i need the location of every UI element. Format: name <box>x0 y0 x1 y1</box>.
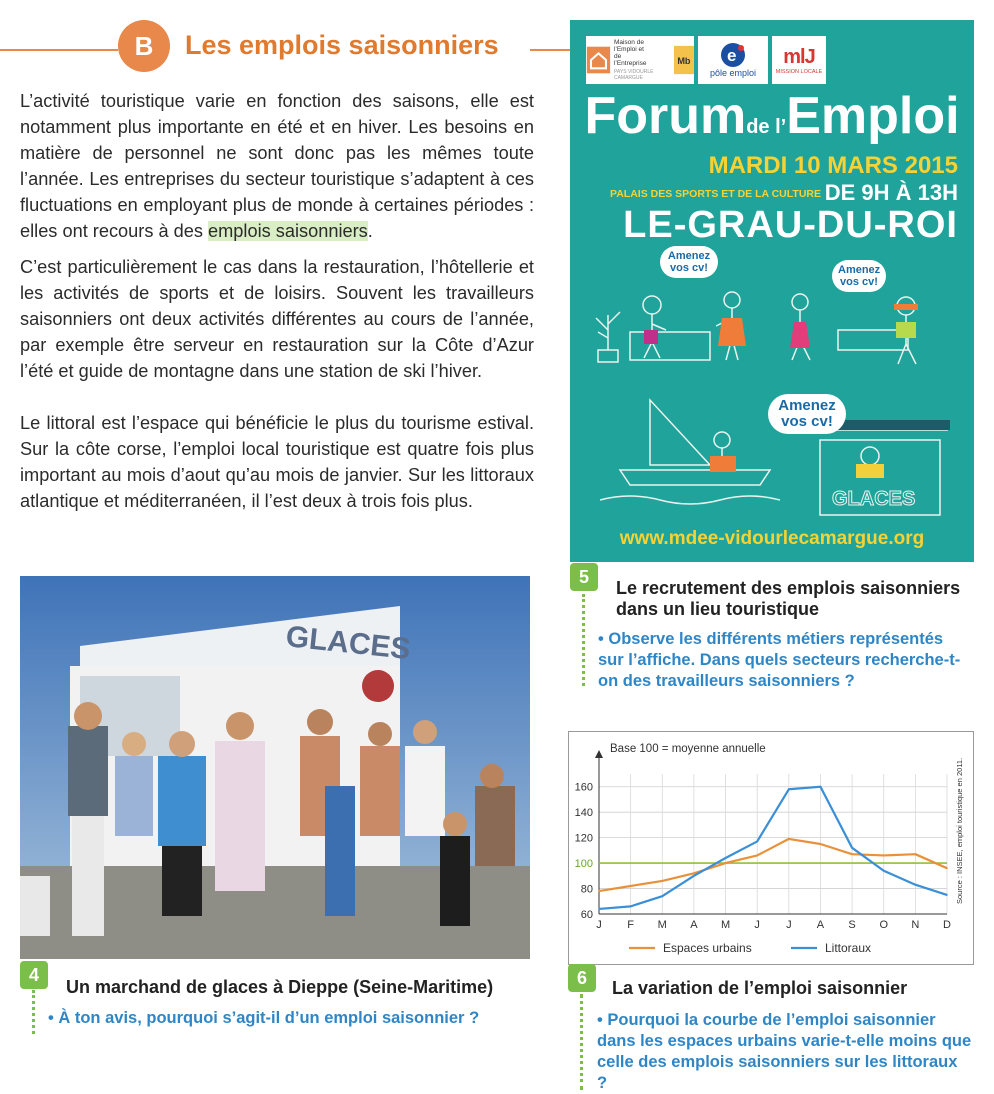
doc-5-question: • Observe les différents métiers représentés sur l’affiche. Dans quels secteurs recherche-t-on des travailleurs saisonniers ? <box>598 630 961 690</box>
data-point <box>788 788 790 790</box>
logo2-text: pôle emploi <box>709 68 757 78</box>
pole-emploi-icon <box>718 42 748 68</box>
chart-svg <box>569 732 973 964</box>
data-point <box>661 880 663 882</box>
poster-title-de: de l’ <box>746 116 787 138</box>
data-point <box>725 857 727 859</box>
paragraph-1 <box>20 88 534 244</box>
svg-text:Mb: Mb <box>677 56 691 67</box>
doc-4-title: Un marchand de glaces à Dieppe (Seine-Maritime) <box>66 977 494 997</box>
section-title: Les emplois saisonniers <box>185 30 499 60</box>
chart-grid <box>595 750 947 914</box>
y-axis-arrow <box>595 750 603 758</box>
data-point <box>946 867 948 869</box>
logo1-text: Maison de l’Emploi et de l’Entreprise <box>613 39 647 67</box>
data-point <box>820 786 822 788</box>
poster-url: www.mdee-vidourlecamargue.org <box>619 528 925 549</box>
y-tick-label: 160 <box>574 781 593 794</box>
data-point <box>788 838 790 840</box>
data-point <box>915 853 917 855</box>
doc-4-dotted-rule <box>32 990 35 1034</box>
ice-cream-photo <box>20 576 530 959</box>
x-tick-label: M <box>657 919 667 931</box>
y-tick-label: 100 <box>574 858 593 871</box>
data-point <box>756 841 758 843</box>
paragraph-1-end: . <box>367 221 373 241</box>
data-point <box>725 862 727 864</box>
data-point <box>756 855 758 857</box>
y-tick-label: 120 <box>574 832 593 845</box>
data-point <box>946 894 948 896</box>
x-tick-label: F <box>627 919 635 931</box>
section-rule-left <box>0 49 118 51</box>
y-tick-label: 140 <box>574 807 593 820</box>
x-tick-label: J <box>786 919 792 931</box>
data-point <box>693 875 695 877</box>
legend-label: Littoraux <box>825 941 872 955</box>
series-line <box>599 839 947 891</box>
paragraph-2: C’est particulièrement le cas dans la restauration, l’hôtellerie et les activités de sports et de loisirs. Souvent les travailleurs saisonniers ont deux activités différentes au cours de l’année, par exemple être serveur en restauration sur la Côte d’Azur l’été et guide de montagne dans une station de ski l’hiver. <box>20 257 534 381</box>
data-point <box>598 890 600 892</box>
highlight-term: emplois saisonniers <box>208 221 368 241</box>
mb-logo-icon <box>674 43 694 77</box>
data-point <box>598 908 600 910</box>
poster-sign: GLACES <box>832 488 916 510</box>
data-point <box>883 870 885 872</box>
chart-title: Base 100 = moyenne annuelle <box>610 743 766 755</box>
doc-6-question: • Pourquoi la courbe de l’emploi saisonnier dans les espaces urbains varie-t-elle moins que celle des emplois saisonniers sur les littoraux ? <box>597 1011 972 1092</box>
data-point <box>883 855 885 857</box>
poster-illustration <box>570 260 974 520</box>
doc-6-title: La variation de l’emploi saisonnier <box>612 978 908 998</box>
poster-date: MARDI 10 MARS 2015 <box>708 152 958 179</box>
house-icon <box>586 43 611 77</box>
doc-5-dotted-rule <box>582 594 585 686</box>
x-tick-label: A <box>690 919 698 931</box>
x-tick-label: J <box>754 919 760 931</box>
poster-title-emploi: Emploi <box>786 87 960 145</box>
poster-venue: PALAIS DES SPORTS ET DE LA CULTURE <box>610 188 821 200</box>
poster-title-forum: Forum <box>584 87 747 145</box>
data-point <box>915 884 917 886</box>
svg-text:e: e <box>727 46 737 65</box>
poster-hours: DE 9H À 13H <box>824 180 958 205</box>
photo-sign: GLACES <box>284 620 413 667</box>
data-point <box>851 853 853 855</box>
data-point <box>661 895 663 897</box>
x-tick-label: M <box>720 919 731 931</box>
doc-5-title: Le recrutement des emplois saisonniers dans un lieu touristique <box>616 578 961 619</box>
x-tick-label: A <box>816 919 825 931</box>
data-point <box>630 885 632 887</box>
forum-poster <box>570 20 974 562</box>
doc-6-badge: 6 <box>568 964 596 992</box>
doc-5-badge: 5 <box>570 563 598 591</box>
pole-emploi-logo <box>698 36 768 84</box>
legend-label: Espaces urbains <box>663 941 752 955</box>
x-tick-label: S <box>848 919 856 931</box>
section-badge: B <box>118 20 170 72</box>
speech-bubble-1: Amenez vos cv! <box>660 246 718 278</box>
employment-chart <box>568 731 974 965</box>
logo1-sub: PAYS VIDOURLE CAMARGUE <box>613 69 654 81</box>
section-rule-right <box>530 49 570 51</box>
x-tick-label: N <box>911 919 920 931</box>
mission-locale-logo <box>772 36 826 84</box>
data-point <box>851 847 853 849</box>
data-point <box>820 843 822 845</box>
y-tick-label: 60 <box>580 909 593 921</box>
doc-6-dotted-rule <box>580 994 583 1090</box>
chart-source: Source : INSEE, emploi touristique en 2011. <box>955 757 964 904</box>
x-tick-label: J <box>596 919 602 931</box>
mission-locale-icon: mlJ <box>783 45 815 68</box>
photo-illustration <box>20 576 530 959</box>
x-tick-label: O <box>879 919 889 931</box>
x-tick-label: D <box>943 919 951 931</box>
doc-4-badge: 4 <box>20 961 48 989</box>
y-tick-label: 80 <box>580 883 593 896</box>
logo3-text: MISSION LOCALE <box>775 68 823 75</box>
maison-emploi-logo <box>586 36 694 84</box>
paragraph-3: Le littoral est l’espace qui bénéficie le plus du tourisme estival. Sur la côte corse, l’emploi local touristique est quatre fois plus important au mois d’aout qu’au mois de janvier. Sur les littoraux atlantique et méditerranéen, il l’est deux à trois fois plus. <box>20 413 534 511</box>
data-point <box>630 906 632 908</box>
doc-4-question: • À ton avis, pourquoi s’agit-il d’un emploi saisonnier ? <box>48 1009 480 1027</box>
poster-city: LE-GRAU-DU-ROI <box>623 204 958 246</box>
data-point <box>693 872 695 874</box>
speech-bubble-2: Amenez vos cv! <box>832 260 886 292</box>
poster-title <box>570 86 974 146</box>
paragraph-1-text: L’activité touristique varie en fonction des saisons, elle est notamment plus importante en été et en hiver. Les besoins en matière de personnel ne sont donc pas les mêmes toute l’année. Les entreprises du secteur touristique s’adaptent à ces fluctuations en employant plus de monde à certaines périodes : elles ont recours à des <box>20 91 534 241</box>
speech-bubble-3: Amenez vos cv! <box>768 394 846 434</box>
